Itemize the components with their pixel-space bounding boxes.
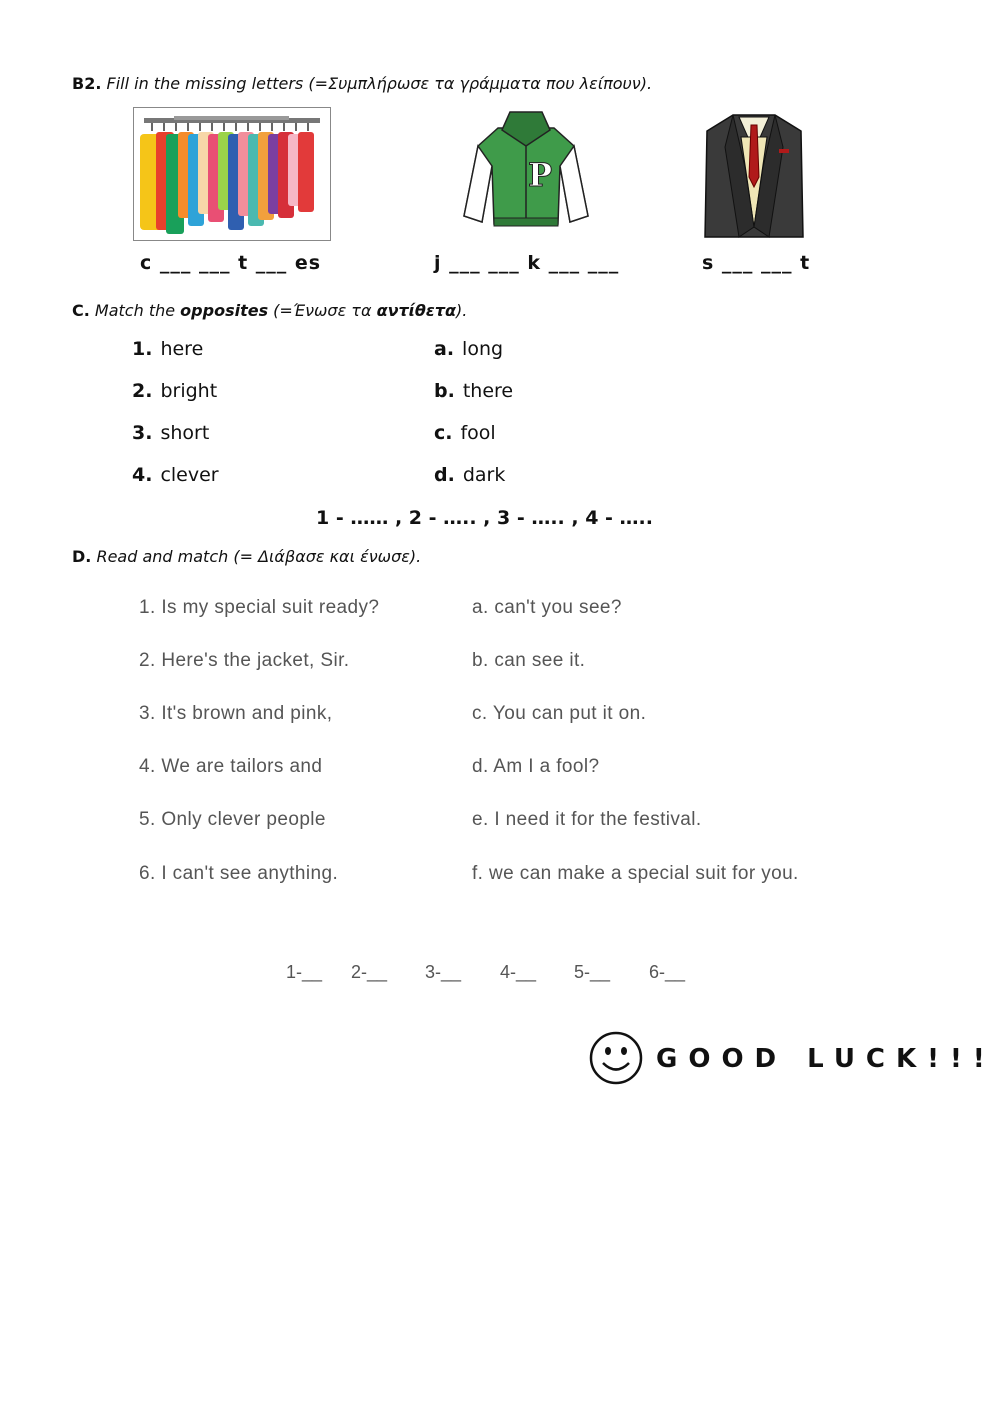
section-c-tag: C. [72, 301, 90, 320]
opposites-answer-line[interactable]: 1 - …… , 2 - ….. , 3 - ….. , 4 - ….. [316, 507, 653, 529]
section-c-instruction-bold1: opposites [180, 301, 269, 320]
suit-picture [703, 107, 805, 243]
read-match-answer-6[interactable]: 6-__ [649, 962, 686, 982]
opposite-right-d [434, 464, 505, 486]
read-match-right-a: a. can't you see? [472, 597, 622, 618]
opposite-left-word: short [160, 422, 210, 444]
section-c-instruction-bold2: αντίθετα [376, 301, 457, 320]
opposite-right-letter: c. [434, 422, 453, 444]
fill-word-suit[interactable]: s ___ ___ t [702, 252, 811, 274]
opposite-left-number: 1. [132, 338, 153, 360]
read-match-answer-2[interactable]: 2-__ [351, 962, 388, 982]
fill-word-jacket[interactable]: j ___ ___ k ___ ___ [434, 252, 620, 274]
opposite-left-word: here [160, 338, 204, 360]
smiley-icon [588, 1030, 644, 1086]
good-luck-text: GOOD LUCK!!! [656, 1044, 996, 1074]
read-match-left-5: 5. Only clever people [139, 809, 326, 830]
section-d-tag: D. [72, 547, 92, 566]
read-match-answer-3[interactable]: 3-__ [425, 962, 462, 982]
opposite-right-c [434, 422, 496, 444]
opposite-left-number: 4. [132, 464, 153, 486]
opposite-right-word: dark [462, 464, 506, 486]
opposite-right-word: there [462, 380, 514, 402]
read-match-right-b: b. can see it. [472, 650, 586, 671]
read-match-left-6: 6. I can't see anything. [139, 863, 339, 884]
opposite-left-1 [132, 338, 203, 360]
section-c-heading [72, 301, 467, 320]
read-match-left-1: 1. Is my special suit ready? [139, 597, 380, 618]
section-c-instruction-mid: (=Ένωσε τα [268, 301, 377, 320]
opposite-left-number: 2. [132, 380, 153, 402]
clothes-rack-picture [133, 107, 331, 241]
opposite-left-word: clever [160, 464, 219, 486]
opposite-left-2 [132, 380, 217, 402]
section-b2-heading [72, 74, 652, 93]
section-d-instruction: Read and match (= Διάβασε και ένωσε). [96, 547, 422, 566]
opposite-right-word: fool [460, 422, 496, 444]
section-b2-tag: B2. [72, 74, 102, 93]
section-c-instruction-pre: Match the [94, 301, 181, 320]
opposite-right-word: long [462, 338, 504, 360]
opposite-right-a [434, 338, 503, 360]
jacket-picture [458, 106, 594, 238]
read-match-answer-4[interactable]: 4-__ [500, 962, 537, 982]
read-match-right-e: e. I need it for the festival. [472, 809, 702, 830]
opposite-right-letter: d. [434, 464, 455, 486]
read-match-right-c: c. You can put it on. [472, 703, 647, 724]
opposite-left-4 [132, 464, 219, 486]
fill-word-clothes[interactable]: c ___ ___ t ___ es [140, 252, 322, 274]
read-match-left-3: 3. It's brown and pink, [139, 703, 333, 724]
opposite-right-letter: a. [434, 338, 455, 360]
opposite-right-b [434, 380, 513, 402]
opposite-left-3 [132, 422, 209, 444]
read-match-right-f: f. we can make a special suit for you. [472, 863, 799, 884]
opposite-left-word: bright [160, 380, 218, 402]
opposite-right-letter: b. [434, 380, 455, 402]
read-match-right-d: d. Am I a fool? [472, 756, 600, 777]
read-match-answer-5[interactable]: 5-__ [574, 962, 611, 982]
read-match-left-2: 2. Here's the jacket, Sir. [139, 650, 350, 671]
section-b2-instruction: Fill in the missing letters (=Συμπλήρωσε τα γράμματα που λείπουν). [106, 74, 653, 93]
opposite-left-number: 3. [132, 422, 153, 444]
section-d-heading [72, 547, 421, 566]
read-match-answer-1[interactable]: 1-__ [286, 962, 323, 982]
read-match-left-4: 4. We are tailors and [139, 756, 323, 777]
svg-text:P: P [528, 156, 553, 194]
section-c-instruction-post: ). [456, 301, 468, 320]
